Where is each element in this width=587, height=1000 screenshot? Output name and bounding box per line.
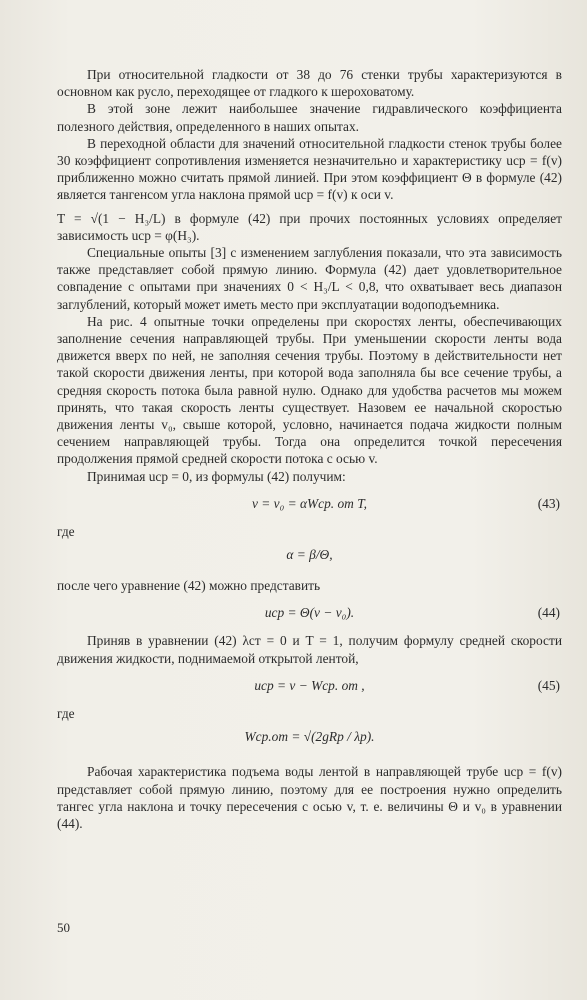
paragraph-7: Принимая uср = 0, из формулы (42) получим:: [87, 468, 346, 484]
formula-44-expression: uср = Θ(v − v₀).: [264, 605, 355, 621]
paragraph-6: На рис. 4 опытные точки определены при скоростях ленты, обеспечивающих заполнение сечения направляющей трубы. При уменьшении скорости ленты вода движется вверх по ней, не заполняя сечения трубы. Поэтому в действительности нет такой скорости движения ленты, при которой вода заполняла бы все сечение трубы, а средняя скорость потока была равной нулю. Однако для удобства расчетов мы можем принять, что такая скорость ленты существует. Назовем ее начальной скоростью движения ленты v₀, свыше которой, условно, начинается подача жидкости полным сечением направляющей трубы. Тогда она определится точкой пересечения продолжения прямой средней скорости потока с осью v.: [57, 313, 562, 467]
text-before-45: Приняв в уравнении (42) λст = 0 и T = 1, получим формулу средней скорости движения жидкости, поднимаемой открытой лентой,: [57, 633, 562, 666]
paragraph-3: В переходной области для значений относительной гладкости стенок трубы более 30 коэффициент сопротивления изменяется незначительно и характеристику uср = f(v) приближенно можно считать прямой линией. При этом коэффициент Θ в формуле (42) является тангенсом угла наклона прямой uср = f(v) к оси v.: [57, 135, 563, 203]
text-column: [57, 66, 562, 832]
paragraph-1: При относительной гладкости от 38 до 76 стенки трубы характеризуются в основном как русло, переходящее от гладкого к шероховатому.: [57, 67, 562, 100]
where-label-2: где: [57, 705, 75, 721]
alpha-definition: α = β/Θ,: [286, 547, 333, 563]
formula-43-expression: v = v₀ = αWср. от T,: [251, 495, 368, 511]
paragraph-4: T = √(1 − H₃/L) в формуле (42) при прочих постоянных условиях определяет зависимость uср = φ(H₃).: [57, 210, 562, 243]
formula-44: [57, 604, 562, 624]
formula-43-number: (43): [537, 495, 560, 511]
formula-45: [57, 677, 562, 697]
where-label-1: где: [57, 523, 75, 539]
formula-45-expression: uср = v − Wср. от ,: [254, 677, 365, 693]
page-number: 50: [57, 920, 70, 935]
text-after-alpha: после чего уравнение (42) можно представить: [57, 578, 321, 594]
final-paragraph: Рабочая характеристика подъема воды лентой в направляющей трубе uср = f(v) представляет собой прямую линию, поэтому для ее построения нужно определить тангес угла наклона и точку пересечения с осью v, т. е. величины Θ и v₀ в уравнении (44).: [57, 764, 562, 831]
w-definition: Wср.от = √(2gRр / λр).: [244, 729, 375, 745]
paragraph-2: В этой зоне лежит наибольшее значение гидравлического коэффициента полезного действия, определенного в наших опытах.: [57, 101, 562, 134]
formula-44-number: (44): [537, 605, 560, 621]
formula-45-number: (45): [537, 677, 560, 693]
paragraph-5: Специальные опыты [3] с изменением заглубления показали, что эта зависимость также представляет собой прямую линию. Формула (42) дает удовлетворительное совпадение с опытами при значениях 0 < H₃/L < 0,8, что охватывает весь диапазон заглублений, который может иметь место при эксплуатации водоподъемника.: [57, 245, 562, 312]
formula-43: [57, 495, 562, 515]
